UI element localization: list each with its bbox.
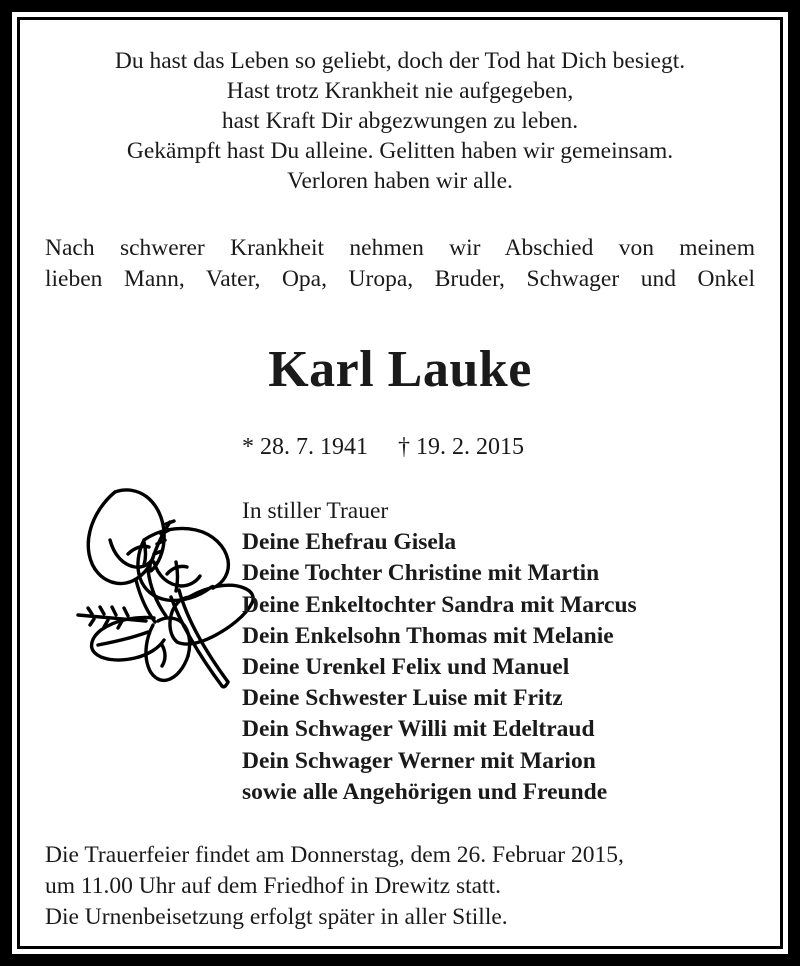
- poem-line-5: Verloren haben wir alle.: [287, 168, 513, 194]
- deceased-name: Karl Lauke: [268, 341, 532, 398]
- funeral-details-line-1: Die Trauerfeier findet am Donnerstag, dem 26. Februar 2015,: [45, 842, 624, 868]
- mourner-list: [242, 496, 637, 808]
- memorial-poem: [45, 46, 755, 196]
- poem-line-2: Hast trotz Krankheit nie aufgegeben,: [226, 78, 574, 104]
- mourner-item: Dein Enkelsohn Thomas mit Melanie: [242, 622, 614, 649]
- funeral-details: [45, 840, 755, 933]
- poem-line-4: Gekämpft hast Du alleine. Gelitten haben wir gemeinsam.: [126, 138, 674, 164]
- funeral-details-line-2: um 11.00 Uhr auf dem Friedhof in Drewitz statt.: [45, 873, 501, 899]
- funeral-details-line-3: Die Urnenbeisetzung erfolgt später in aller Stille.: [45, 904, 508, 930]
- border-inner-rule: [17, 17, 783, 949]
- poem-line-3: hast Kraft Dir abgezwungen zu leben.: [221, 108, 579, 134]
- life-dates: * 28. 7. 1941 † 19. 2. 2015: [242, 434, 524, 460]
- obituary-content: [45, 20, 755, 946]
- mourner-item: Deine Urenkel Felix und Manuel: [242, 654, 570, 681]
- calla-lily-illustration: [58, 470, 258, 725]
- mourner-item: Deine Tochter Christine mit Martin: [242, 560, 600, 587]
- mourner-item: Deine Enkeltochter Sandra mit Marcus: [242, 591, 637, 618]
- mourner-item: Dein Schwager Willi mit Edeltraud: [242, 716, 595, 743]
- mourner-item: Dein Schwager Werner mit Marion: [242, 747, 596, 774]
- announcement-text: [45, 233, 755, 295]
- mourner-item: Deine Ehefrau Gisela: [242, 529, 457, 556]
- mourner-item: Deine Schwester Luise mit Fritz: [242, 685, 563, 712]
- announcement-line-1: Nach schwerer Krankheit nehmen wir Abschied von meinem: [45, 235, 755, 261]
- border-white-gap: [12, 12, 788, 954]
- obituary-card: [20, 20, 780, 946]
- mourner-item: sowie alle Angehörigen und Freunde: [242, 778, 608, 805]
- announcement-line-2: lieben Mann, Vater, Opa, Uropa, Bruder, Schwager und Onkel: [45, 266, 755, 292]
- mourning-lead: In stiller Trauer: [242, 498, 389, 524]
- poem-line-1: Du hast das Leben so geliebt, doch der Tod hat Dich besiegt.: [114, 48, 686, 74]
